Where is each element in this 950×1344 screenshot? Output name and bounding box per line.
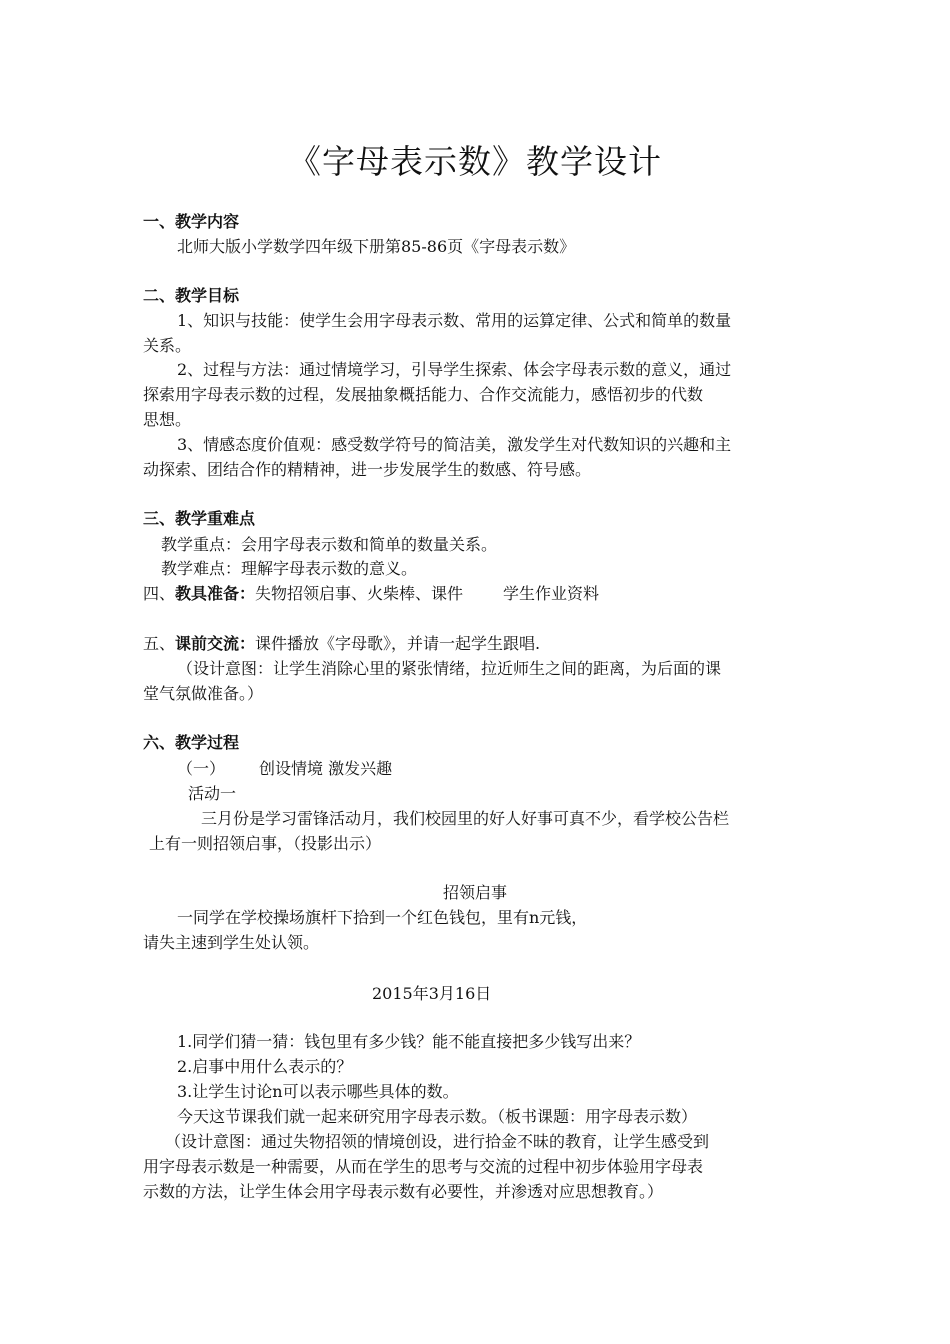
section-5-intent-a: （设计意图：让学生消除心里的紧张情绪，拉近师生之间的距离，为后面的课 [177, 659, 722, 678]
section-4-text-2: 学生作业资料 [503, 584, 600, 603]
notice-line-b: 请失主速到学生处认领。 [143, 933, 320, 952]
section-4-heading: 教具准备： [175, 584, 256, 603]
part-1-number: （一） [177, 759, 226, 778]
notice-line-a: 一同学在学校操场旗杆下拾到一个红色钱包，里有n元钱， [177, 908, 588, 927]
notice-title: 招领启事 [442, 883, 507, 902]
part-1-title: 创设情境 激发兴趣 [259, 759, 393, 778]
section-3-heading: 三、教学重难点 [143, 509, 256, 528]
section-5-text: 课件播放《字母歌》，并请一起学生跟唱. [255, 634, 541, 653]
section-4-text: 失物招领启事、火柴棒、课件 [255, 584, 464, 603]
notice-date: 2015年3月16日 [372, 984, 492, 1003]
section-5-intent-b: 堂气氛做准备。） [143, 684, 264, 703]
document-title: 《字母表示数》教学设计 [288, 142, 662, 181]
section-4-line [143, 582, 599, 606]
part-1-line [177, 757, 392, 781]
question-3: 3.让学生讨论n可以表示哪些具体的数。 [177, 1082, 459, 1101]
section-5-line [143, 632, 540, 656]
section-6-intent-a: （设计意图：通过失物招领的情境创设，进行拾金不昧的教育，让学生感受到 [165, 1132, 710, 1151]
section-1-text: 北师大版小学数学四年级下册第85-86页《字母表示数》 [177, 237, 576, 256]
section-5-heading: 课前交流： [175, 634, 256, 653]
section-6-intent-b: 用字母表示数是一种需要，从而在学生的思考与交流的过程中初步体验用字母表 [143, 1157, 704, 1176]
lesson-intro: 今天这节课我们就一起来研究用字母表示数。（板书课题：用字母表示数） [177, 1107, 698, 1126]
goal-1-line-b: 关系。 [143, 336, 192, 355]
goal-3-line-b: 动探索、团结合作的精精神，进一步发展学生的数感、符号感。 [143, 460, 592, 479]
section-1-heading: 一、教学内容 [143, 212, 240, 231]
scenario-line-b: 上有一则招领启事，（投影出示） [149, 834, 382, 853]
question-2: 2.启事中用什么表示的？ [177, 1057, 353, 1076]
section-2-heading: 二、教学目标 [143, 286, 240, 305]
question-1: 1.同学们猜一猜：钱包里有多少钱？能不能直接把多少钱写出来？ [177, 1032, 641, 1051]
scenario-line-a: 三月份是学习雷锋活动月，我们校园里的好人好事可真不少，看学校公告栏 [201, 809, 730, 828]
section-4-prefix: 四、 [143, 584, 176, 603]
goal-2-line-a: 2、过程与方法：通过情境学习，引导学生探索、体会字母表示数的意义，通过 [177, 360, 732, 379]
difficult-point: 教学难点：理解字母表示数的意义。 [161, 559, 418, 578]
activity-label: 活动一 [188, 784, 237, 803]
goal-3-line-a: 3、情感态度价值观：感受数学符号的简洁美，激发学生对代数知识的兴趣和主 [177, 435, 732, 454]
goal-2-line-c: 思想。 [143, 410, 192, 429]
goal-2-line-b: 探索用字母表示数的过程，发展抽象概括能力、合作交流能力，感悟初步的代数 [143, 385, 704, 404]
section-6-heading: 六、教学过程 [143, 733, 240, 752]
key-point: 教学重点：会用字母表示数和简单的数量关系。 [161, 535, 498, 554]
goal-1-line-a: 1、知识与技能：使学生会用字母表示数、常用的运算定律、公式和简单的数量 [177, 311, 732, 330]
section-6-intent-c: 示数的方法，让学生体会用字母表示数有必要性，并渗透对应思想教育。） [143, 1182, 664, 1201]
section-5-prefix: 五、 [143, 634, 176, 653]
